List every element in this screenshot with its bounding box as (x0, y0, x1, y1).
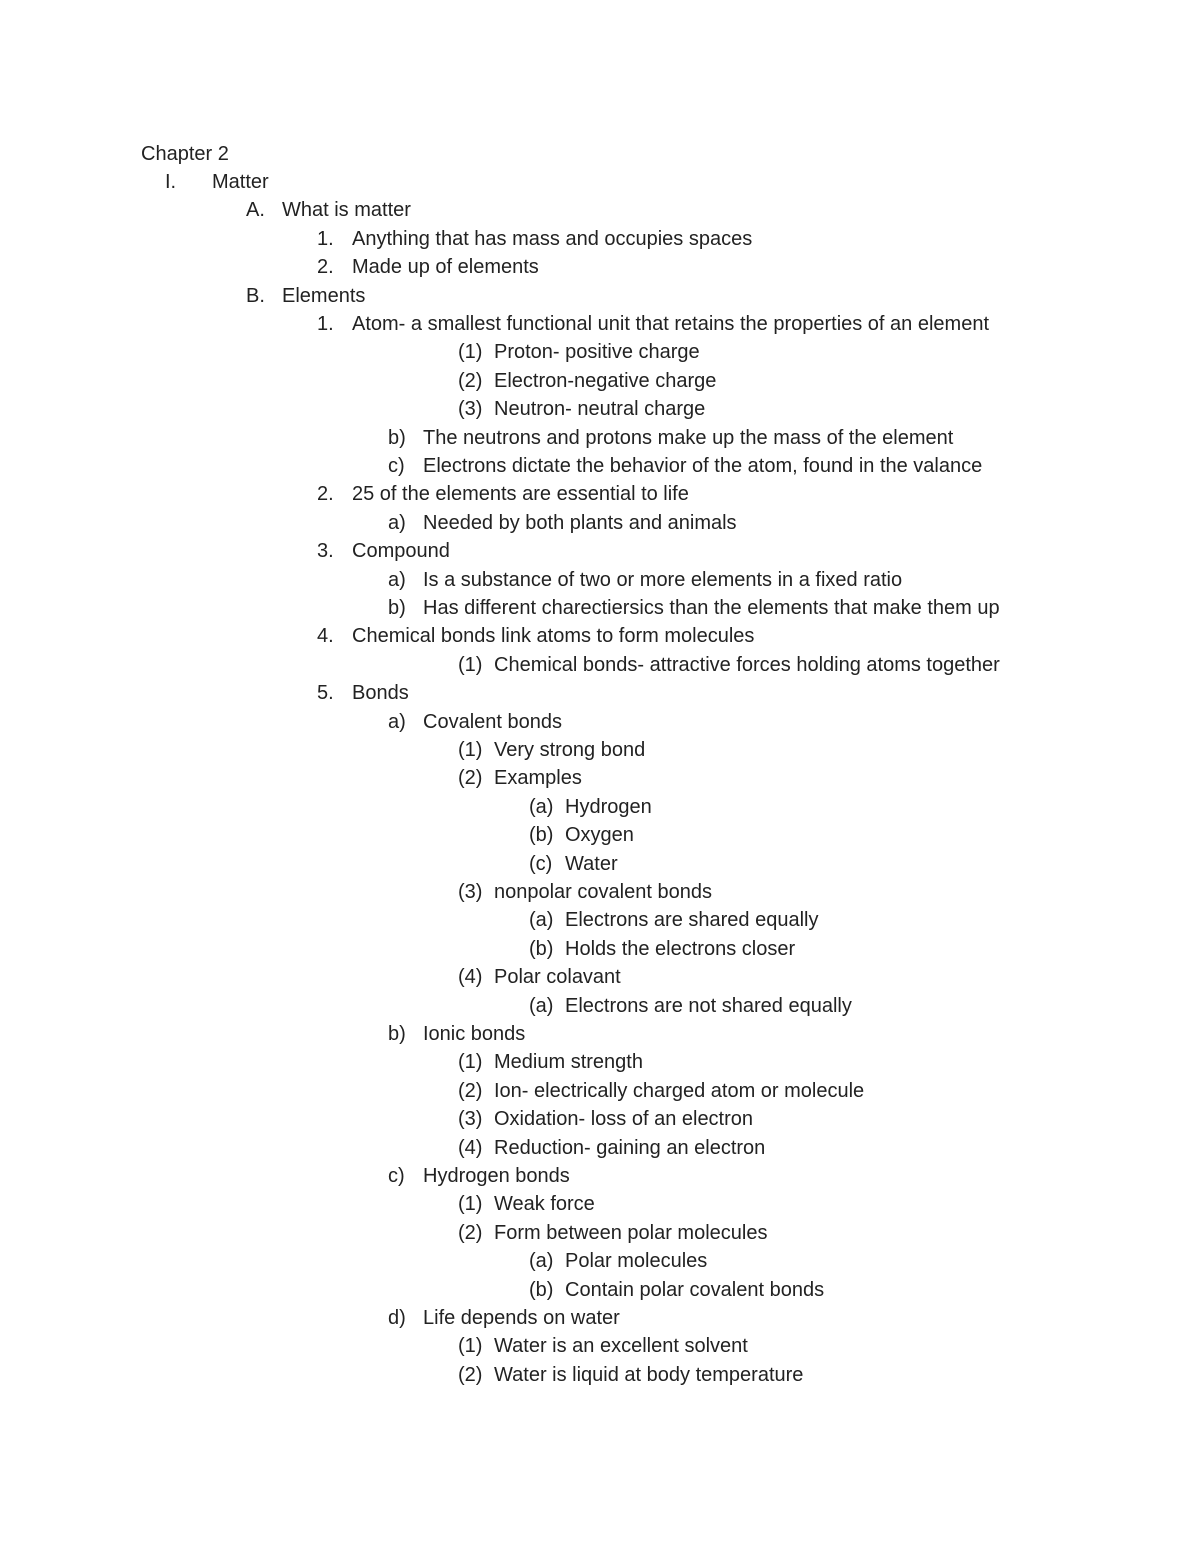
outline-item-marker: a) (388, 511, 406, 534)
outline-item-marker: 1. (317, 227, 334, 250)
outline-item-marker: (1) (458, 739, 483, 761)
outline-item-text: Made up of elements (352, 256, 539, 279)
outline-item-marker: (3) (458, 1108, 483, 1131)
outline-item-text: The neutrons and protons make up the mass of the element (423, 426, 954, 449)
outline-item-marker: (1) (458, 1193, 483, 1216)
outline-item-text: Elements (282, 284, 366, 307)
outline-item-marker: (3) (458, 398, 483, 421)
outline-item-marker: (4) (458, 966, 483, 989)
outline-item-marker: (2) (458, 1079, 483, 1102)
outline-item-marker: (2) (458, 1221, 483, 1244)
outline-item-text: Has different charectiersics than the elements that make them up (423, 597, 1000, 619)
outline-item-text: Matter (212, 171, 269, 193)
outline-item-marker: B. (246, 284, 265, 307)
outline-item-marker: 3. (317, 540, 334, 563)
outline-item-text: Weak force (494, 1193, 595, 1216)
outline-item-text: Water is liquid at body temperature (494, 1363, 804, 1386)
outline-item-text: Electrons are not shared equally (565, 994, 852, 1017)
outline-item-text: Water (565, 852, 618, 875)
outline-item-text: Contain polar covalent bonds (565, 1278, 825, 1301)
outline-item-text: 25 of the elements are essential to life (352, 483, 689, 506)
outline-item-marker: a) (388, 568, 406, 591)
outline-item-marker: d) (388, 1307, 406, 1329)
outline-item-text: Is a substance of two or more elements in a fixed ratio (423, 568, 903, 591)
page-title: Chapter 2 (141, 143, 229, 165)
outline-item-marker: (3) (458, 881, 483, 903)
outline-item-text: Polar colavant (494, 966, 621, 989)
outline-item-marker: (1) (458, 1051, 483, 1074)
outline-item-text: Very strong bond (494, 739, 646, 761)
outline-item-text: Life depends on water (423, 1307, 620, 1329)
outline-item-marker: (b) (529, 824, 554, 847)
outline-item-marker: 4. (317, 625, 334, 648)
outline-item-text: Hydrogen (565, 795, 652, 818)
outline-item-marker: 1. (317, 313, 334, 335)
outline-item-marker: a) (388, 710, 406, 733)
outline-item-marker: b) (388, 426, 406, 449)
outline-item-marker: (a) (529, 795, 554, 818)
outline-item-text: Form between polar molecules (494, 1221, 768, 1244)
outline-item-marker: 2. (317, 256, 334, 279)
outline-item-marker: (2) (458, 369, 483, 392)
outline-item-text: Ionic bonds (423, 1023, 526, 1045)
outline-item-marker: 2. (317, 483, 334, 506)
outline-item-text: Holds the electrons closer (565, 937, 796, 960)
outline-item-marker: (a) (529, 1250, 554, 1273)
outline-item-text: Hydrogen bonds (423, 1165, 570, 1187)
outline-item-marker: b) (388, 1023, 406, 1045)
outline-item-marker: A. (246, 199, 265, 222)
outline-item-text: Polar molecules (565, 1250, 708, 1273)
outline-item-text: Medium strength (494, 1051, 643, 1074)
outline-item-marker: (a) (529, 909, 554, 932)
outline-item-text: Chemical bonds- attractive forces holding atoms together (494, 653, 1000, 676)
outline-item-marker: (b) (529, 1278, 554, 1301)
outline-item-text: nonpolar covalent bonds (494, 881, 712, 903)
outline-item-text: Electrons are shared equally (565, 909, 819, 932)
outline-item-text: Reduction- gaining an electron (494, 1136, 766, 1159)
outline-item-marker: (b) (529, 937, 554, 960)
outline-item-text: Bonds (352, 682, 409, 705)
outline-item-text: Needed by both plants and animals (423, 511, 737, 534)
outline-item-text: Examples (494, 767, 582, 790)
outline-item-text: Chemical bonds link atoms to form molecules (352, 625, 755, 648)
outline-item-marker: c) (388, 455, 405, 477)
outline-item-text: What is matter (282, 199, 411, 222)
outline-item-marker: b) (388, 597, 406, 619)
outline-item-text: Electrons dictate the behavior of the atom, found in the valance (423, 455, 983, 477)
outline-item-marker: (a) (529, 994, 554, 1017)
outline-item-marker: (1) (458, 1335, 483, 1358)
outline-item-text: Atom- a smallest functional unit that retains the properties of an element (352, 313, 990, 335)
outline-item-marker: 5. (317, 682, 334, 705)
outline-item-text: Water is an excellent solvent (494, 1335, 748, 1358)
outline-item-text: Anything that has mass and occupies spaces (352, 227, 753, 250)
outline-item-text: Oxidation- loss of an electron (494, 1108, 754, 1131)
outline-item-text: Ion- electrically charged atom or molecule (494, 1079, 865, 1102)
outline-item-text: Oxygen (565, 824, 634, 847)
outline-item-marker: (4) (458, 1136, 483, 1159)
outline-item-text: Electron-negative charge (494, 369, 717, 392)
outline-item-text: Compound (352, 540, 450, 563)
outline-item-text: Neutron- neutral charge (494, 398, 706, 421)
outline-item-marker: c) (388, 1165, 405, 1187)
outline-item-marker: (1) (458, 653, 483, 676)
outline-item-marker: (2) (458, 767, 483, 790)
outline-item-marker: (c) (529, 852, 553, 875)
outline-item-marker: (1) (458, 341, 483, 364)
outline-item-text: Proton- positive charge (494, 341, 700, 364)
outline-item-marker: (2) (458, 1363, 483, 1386)
outline-item-text: Covalent bonds (423, 710, 562, 733)
outline-item-marker: I. (165, 171, 177, 193)
